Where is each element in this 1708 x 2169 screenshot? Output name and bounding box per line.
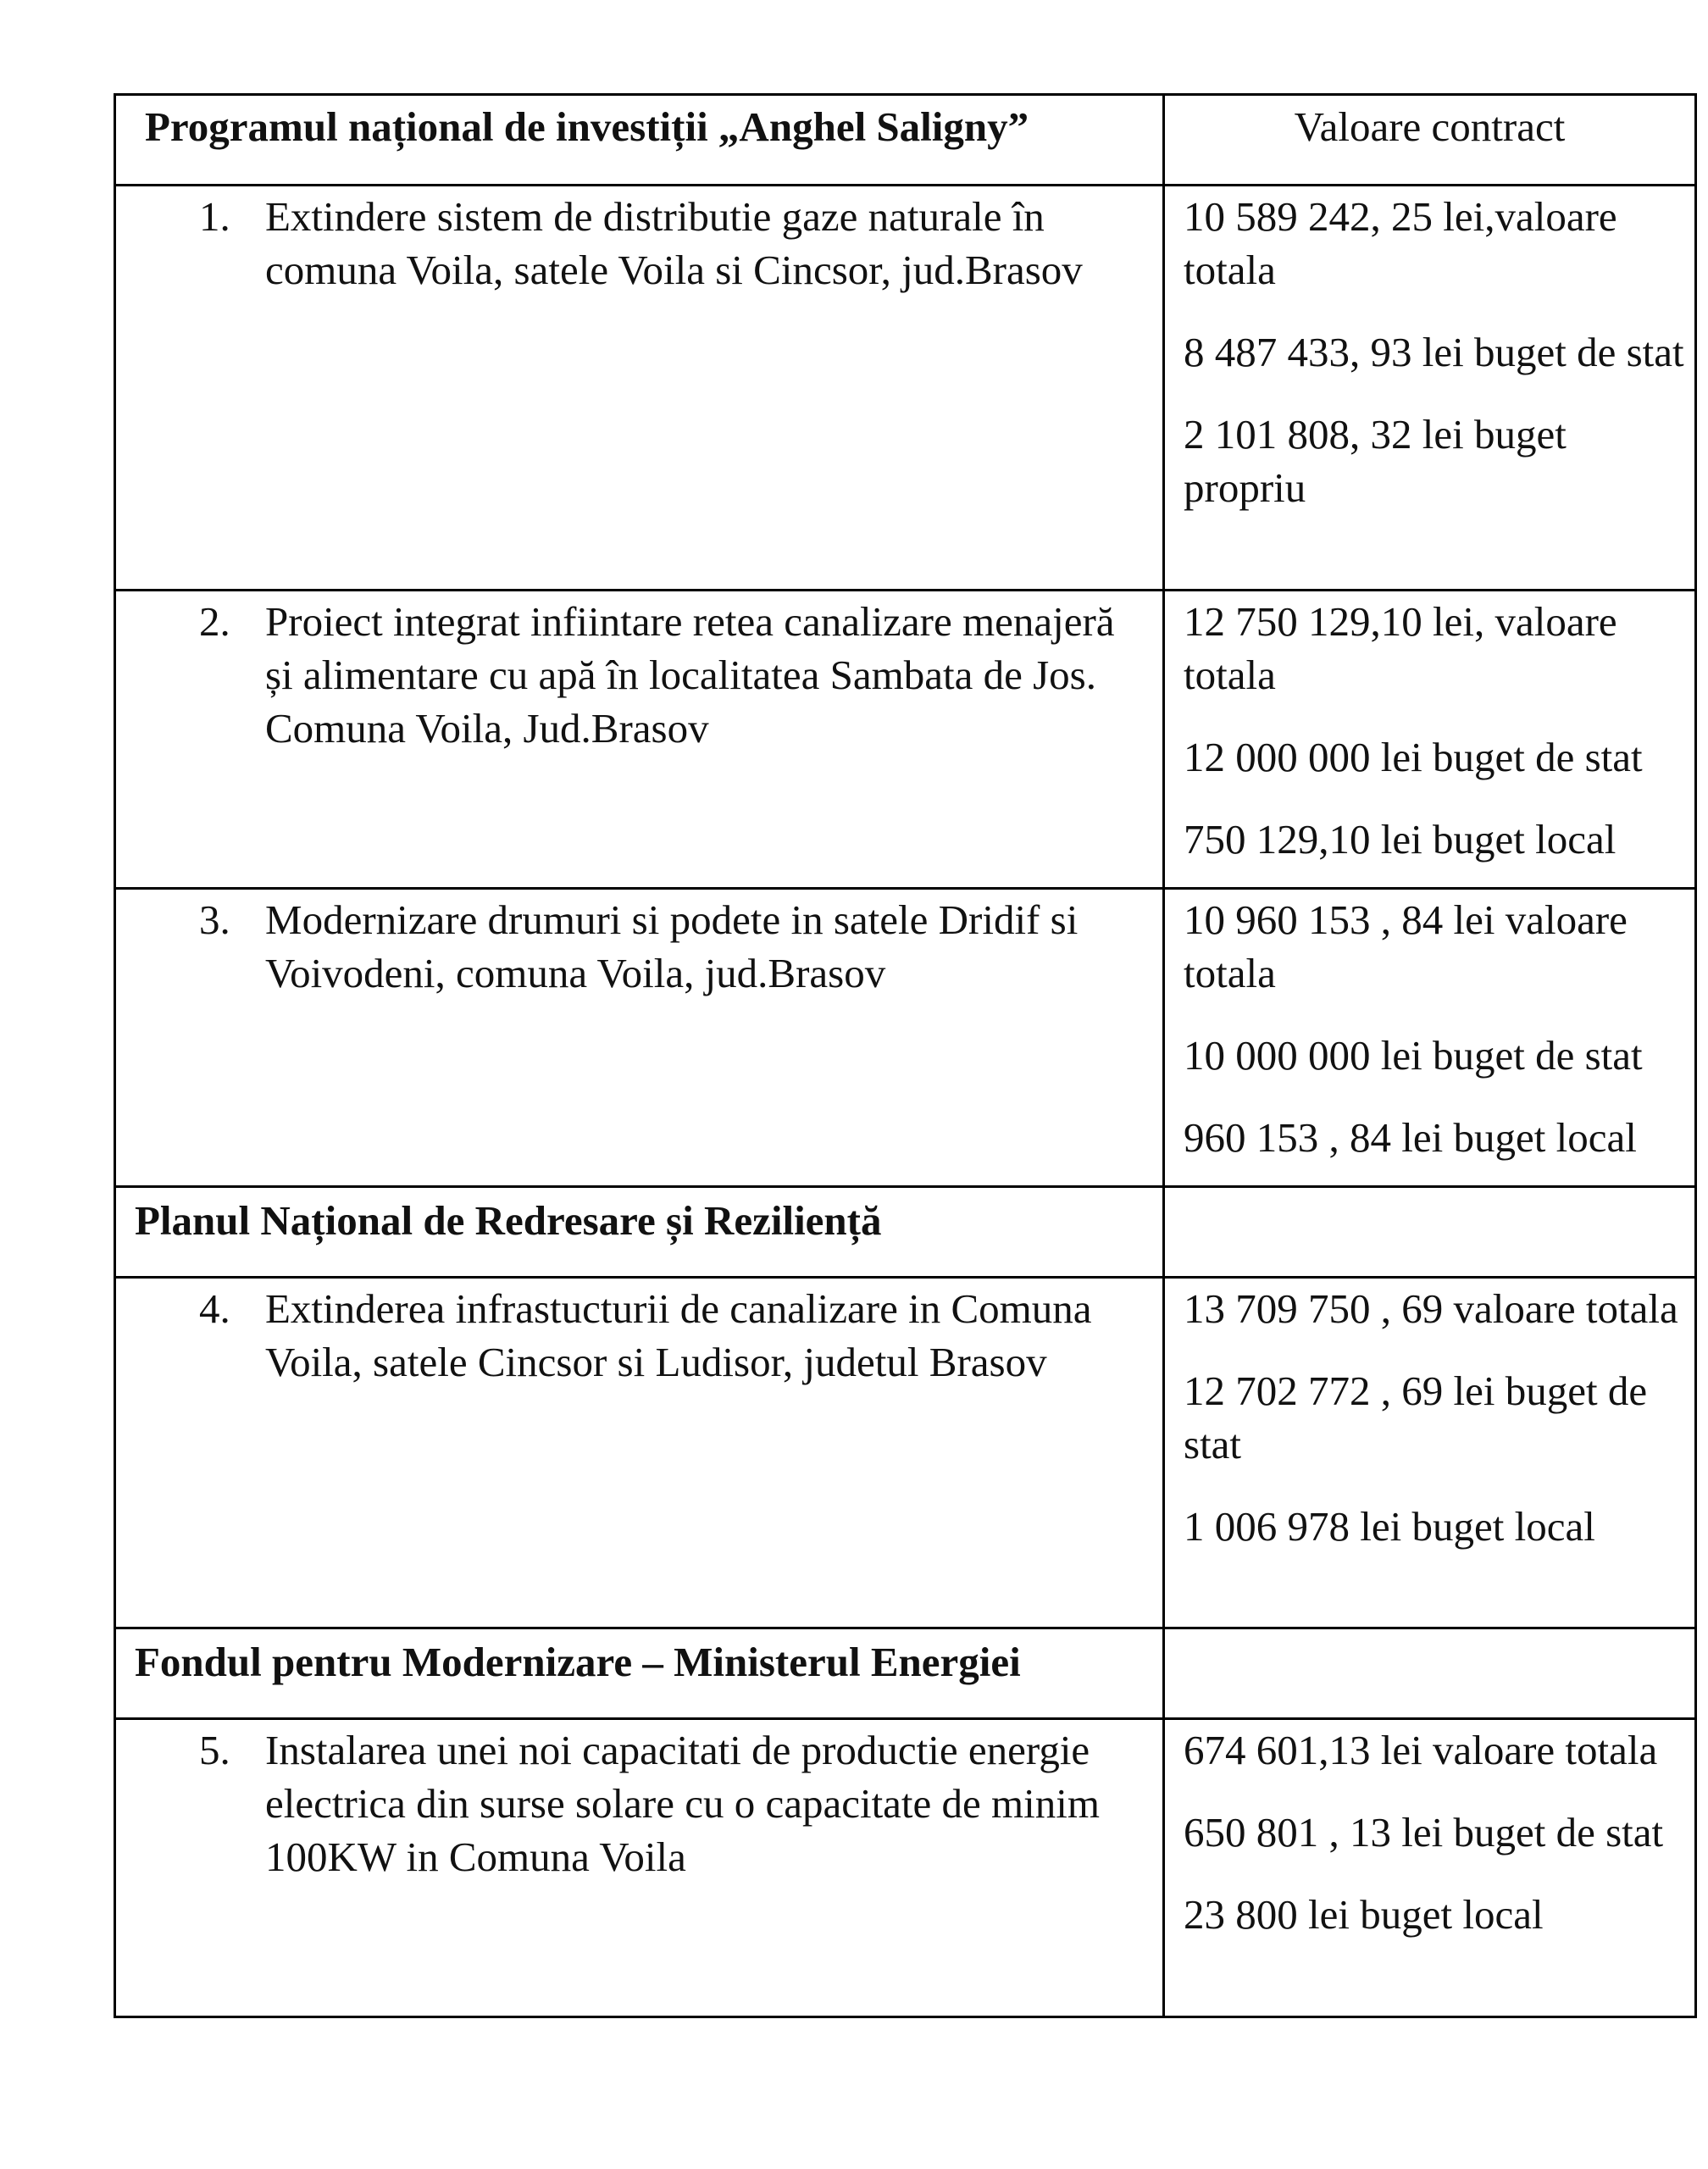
project-cell xyxy=(115,889,1164,1187)
project-description: Extinderea infrastucturii de canalizare in Comuna Voila, satele Cincsor si Ludisor, judetul Brasov xyxy=(265,1285,1092,1385)
item-number: 5. xyxy=(199,1727,230,1773)
table-row xyxy=(115,591,1696,889)
value-cell xyxy=(1164,889,1696,1187)
table-row xyxy=(115,186,1696,591)
value-total: 674 601,13 lei valoare totala xyxy=(1184,1727,1658,1773)
value-cell xyxy=(1164,186,1696,591)
value-state-budget: 650 801 , 13 lei buget de stat xyxy=(1184,1809,1664,1856)
section-row xyxy=(115,1187,1696,1278)
value-state-budget: 12 000 000 lei buget de stat xyxy=(1184,734,1643,780)
empty-cell xyxy=(1164,1187,1696,1278)
project-cell xyxy=(115,186,1164,591)
table-row xyxy=(115,1719,1696,2017)
section-row xyxy=(115,1628,1696,1719)
project-description: Modernizare drumuri si podete in satele Dridif si Voivodeni, comuna Voila, jud.Brasov xyxy=(265,896,1079,996)
value-total: 13 709 750 , 69 valoare totala xyxy=(1184,1285,1678,1332)
value-total: 12 750 129,10 lei, valoare totala xyxy=(1184,598,1617,698)
value-local-budget: 960 153 , 84 lei buget local xyxy=(1184,1114,1637,1161)
value-cell xyxy=(1164,1278,1696,1628)
value-state-budget: 10 000 000 lei buget de stat xyxy=(1184,1032,1643,1079)
item-number: 3. xyxy=(199,896,230,943)
table-header-row xyxy=(115,95,1696,186)
table-row xyxy=(115,889,1696,1187)
value-own-budget: 2 101 808, 32 lei buget propriu xyxy=(1184,411,1567,511)
project-cell xyxy=(115,591,1164,889)
investment-table xyxy=(114,93,1697,2018)
project-description: Proiect integrat infiintare retea canalizare menajeră și alimentare cu apă în localitatea Sambata de Jos. Comuna Voila, Jud.Brasov xyxy=(265,598,1115,752)
table-row xyxy=(115,1278,1696,1628)
value-local-budget: 750 129,10 lei buget local xyxy=(1184,816,1616,863)
value-total: 10 960 153 , 84 lei valoare totala xyxy=(1184,896,1628,996)
project-description: Extindere sistem de distributie gaze naturale în comuna Voila, satele Voila si Cincsor, jud.Brasov xyxy=(265,193,1083,293)
project-description: Instalarea unei noi capacitati de productie energie electrica din surse solare cu o capacitate de minim 100KW in Comuna Voila xyxy=(265,1727,1101,1880)
value-total: 10 589 242, 25 lei,valoare totala xyxy=(1184,193,1617,293)
value-state-budget: 8 487 433, 93 lei buget de stat xyxy=(1184,329,1684,375)
value-state-budget: 12 702 772 , 69 lei buget de stat xyxy=(1184,1367,1648,1467)
value-cell xyxy=(1164,591,1696,889)
empty-cell xyxy=(1164,1628,1696,1719)
item-number: 1. xyxy=(199,193,230,240)
program-title: Programul național de investiții „Anghel Saligny” xyxy=(115,95,1164,186)
value-local-budget: 1 006 978 lei buget local xyxy=(1184,1503,1595,1550)
value-local-budget: 23 800 lei buget local xyxy=(1184,1891,1544,1938)
value-column-header: Valoare contract xyxy=(1164,95,1696,186)
project-cell xyxy=(115,1278,1164,1628)
item-number: 4. xyxy=(199,1285,230,1332)
value-cell xyxy=(1164,1719,1696,2017)
project-cell xyxy=(115,1719,1164,2017)
section-title: Fondul pentru Modernizare – Ministerul Energiei xyxy=(115,1628,1164,1719)
section-title: Planul Național de Redresare și Reziliență xyxy=(115,1187,1164,1278)
item-number: 2. xyxy=(199,598,230,645)
